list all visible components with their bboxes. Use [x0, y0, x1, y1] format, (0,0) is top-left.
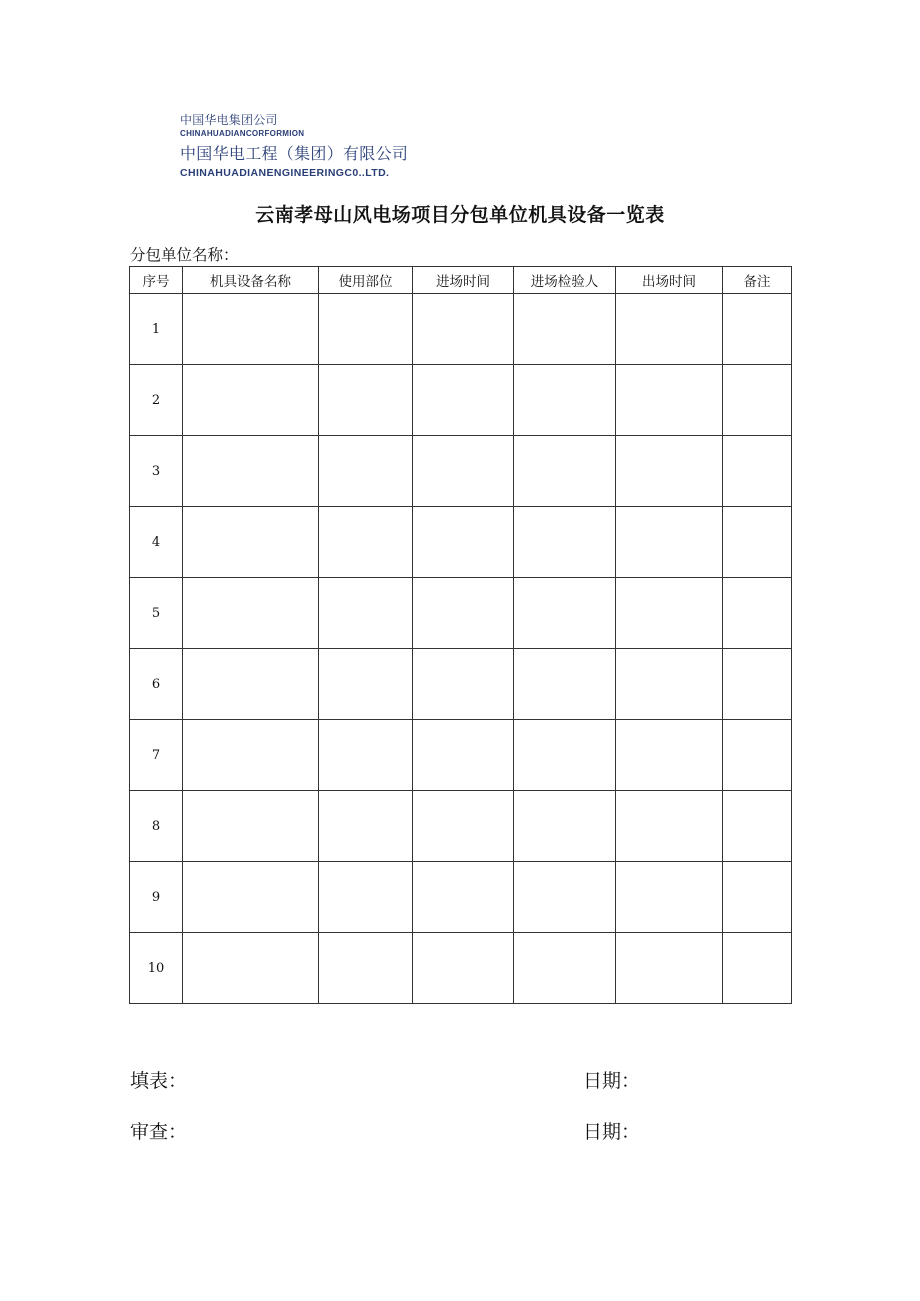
table-row	[130, 365, 792, 436]
cell-entry-inspector[interactable]	[514, 933, 616, 1004]
cell-entry-time[interactable]	[413, 436, 514, 507]
cell-equipment-name[interactable]	[183, 649, 319, 720]
cell-entry-time[interactable]	[413, 933, 514, 1004]
cell-entry-inspector[interactable]	[514, 578, 616, 649]
group-name-cn: 中国华电集团公司	[180, 113, 278, 127]
cell-usage-location[interactable]	[319, 365, 413, 436]
review-date-label: 日期：	[583, 1121, 641, 1143]
cell-usage-location[interactable]	[319, 578, 413, 649]
cell-equipment-name[interactable]	[183, 862, 319, 933]
cell-entry-inspector[interactable]	[514, 791, 616, 862]
column-header-exit-time: 出场时间	[616, 267, 723, 294]
cell-entry-time[interactable]	[413, 294, 514, 365]
cell-usage-location[interactable]	[319, 294, 413, 365]
table-row	[130, 578, 792, 649]
cell-equipment-name[interactable]	[183, 720, 319, 791]
cell-entry-inspector[interactable]	[514, 720, 616, 791]
cell-usage-location[interactable]	[319, 649, 413, 720]
fill-date-label: 日期：	[583, 1070, 641, 1092]
cell-entry-time[interactable]	[413, 649, 514, 720]
table-row	[130, 294, 792, 365]
column-header-usage-location: 使用部位	[319, 267, 413, 294]
row-number: 2	[130, 365, 183, 436]
cell-equipment-name[interactable]	[183, 507, 319, 578]
cell-exit-time[interactable]	[616, 294, 723, 365]
cell-equipment-name[interactable]	[183, 791, 319, 862]
cell-entry-inspector[interactable]	[514, 649, 616, 720]
table-row	[130, 720, 792, 791]
cell-equipment-name[interactable]	[183, 436, 319, 507]
table-row	[130, 649, 792, 720]
cell-entry-time[interactable]	[413, 365, 514, 436]
row-number: 5	[130, 578, 183, 649]
table-row	[130, 791, 792, 862]
equipment-table	[129, 266, 792, 1004]
cell-exit-time[interactable]	[616, 862, 723, 933]
reviewed-by-label: 审查：	[130, 1121, 188, 1143]
cell-equipment-name[interactable]	[183, 933, 319, 1004]
cell-exit-time[interactable]	[616, 649, 723, 720]
cell-remarks[interactable]	[723, 649, 792, 720]
cell-exit-time[interactable]	[616, 436, 723, 507]
column-header-serial: 序号	[130, 267, 183, 294]
column-header-entry-time: 进场时间	[413, 267, 514, 294]
cell-remarks[interactable]	[723, 436, 792, 507]
cell-remarks[interactable]	[723, 862, 792, 933]
cell-remarks[interactable]	[723, 578, 792, 649]
cell-entry-time[interactable]	[413, 862, 514, 933]
cell-exit-time[interactable]	[616, 365, 723, 436]
cell-equipment-name[interactable]	[183, 365, 319, 436]
table-header-row	[130, 267, 792, 294]
document-title: 云南孝母山风电场项目分包单位机具设备一览表	[255, 204, 665, 226]
row-number: 4	[130, 507, 183, 578]
row-number: 9	[130, 862, 183, 933]
cell-remarks[interactable]	[723, 720, 792, 791]
cell-entry-inspector[interactable]	[514, 365, 616, 436]
row-number: 3	[130, 436, 183, 507]
column-header-entry-inspector: 进场检验人	[514, 267, 616, 294]
cell-remarks[interactable]	[723, 933, 792, 1004]
table-row	[130, 862, 792, 933]
cell-remarks[interactable]	[723, 365, 792, 436]
table-row	[130, 933, 792, 1004]
cell-entry-time[interactable]	[413, 507, 514, 578]
cell-usage-location[interactable]	[319, 720, 413, 791]
cell-usage-location[interactable]	[319, 862, 413, 933]
group-name-en: CHINAHUADIANCORFORMION	[180, 129, 305, 138]
table-row	[130, 507, 792, 578]
row-number: 6	[130, 649, 183, 720]
filled-by-label: 填表：	[130, 1070, 188, 1092]
cell-exit-time[interactable]	[616, 720, 723, 791]
cell-entry-inspector[interactable]	[514, 294, 616, 365]
cell-entry-time[interactable]	[413, 720, 514, 791]
company-name-en: CHINAHUADIANENGINEERINGC0..LTD.	[180, 167, 390, 179]
cell-remarks[interactable]	[723, 294, 792, 365]
cell-entry-inspector[interactable]	[514, 436, 616, 507]
cell-exit-time[interactable]	[616, 933, 723, 1004]
table-row	[130, 436, 792, 507]
cell-usage-location[interactable]	[319, 507, 413, 578]
cell-exit-time[interactable]	[616, 791, 723, 862]
row-number: 8	[130, 791, 183, 862]
cell-entry-inspector[interactable]	[514, 507, 616, 578]
cell-equipment-name[interactable]	[183, 294, 319, 365]
cell-exit-time[interactable]	[616, 507, 723, 578]
cell-usage-location[interactable]	[319, 791, 413, 862]
cell-usage-location[interactable]	[319, 436, 413, 507]
row-number: 10	[130, 933, 183, 1004]
column-header-equipment-name: 机具设备名称	[183, 267, 319, 294]
cell-exit-time[interactable]	[616, 578, 723, 649]
cell-usage-location[interactable]	[319, 933, 413, 1004]
company-logo-block	[180, 112, 600, 180]
row-number: 7	[130, 720, 183, 791]
column-header-remarks: 备注	[723, 267, 792, 294]
company-name-cn: 中国华电工程（集团）有限公司	[180, 144, 409, 163]
cell-remarks[interactable]	[723, 791, 792, 862]
cell-equipment-name[interactable]	[183, 578, 319, 649]
cell-entry-time[interactable]	[413, 578, 514, 649]
cell-remarks[interactable]	[723, 507, 792, 578]
cell-entry-inspector[interactable]	[514, 862, 616, 933]
cell-entry-time[interactable]	[413, 791, 514, 862]
subcontractor-name-label: 分包单位名称：	[130, 246, 239, 264]
row-number: 1	[130, 294, 183, 365]
